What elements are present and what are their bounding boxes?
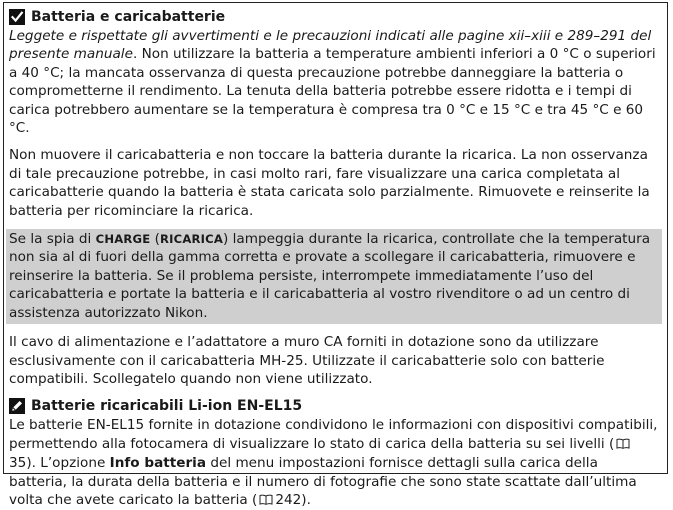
caution-para-2: Non muovere il caricabatteria e non toccare la batteria durante la ricarica. La non osservanza di tale precauzione potrebbe, in casi molto rari, fare visualizzare una carica completata al caricabatterie quando la batteria è stata caricata solo parzialmente. Rimuovete e reinserite la batteria per ricominciare la ricarica. xyxy=(9,147,650,219)
caution-para-4: Il cavo di alimentazione e l’adattatore a muro CA forniti in dotazione sono da utilizzare esclusivamente con il caricabatteria MH-25. Utilizzate il caricabatterie solo con batterie compatibili. Scollegatelo quando non viene utilizzato. xyxy=(9,334,605,387)
intro-dash-2: – xyxy=(593,28,601,44)
intro-rest: . Non utilizzare la batteria a temperature ambienti inferiori a 0 °C o superiori a 40 °C; la mancata osservanza di questa precauzione potrebbe danneggiare la batteria o comprometterne il rendimento. La tenuta della batteria potrebbe essere ridotta e i tempi di carica potrebbero aumentare se la temperatura è compresa tra 0 °C e 15 °C e tra 45 °C e 60 °C. xyxy=(9,46,656,137)
info-batteria-label: Info batteria xyxy=(109,455,207,472)
intro-italic-c: 291 del presente manuale xyxy=(9,28,652,63)
intro-italic-a: Leggete e rispettate gli avvertimenti e le precauzioni indicati alle pagine xii xyxy=(9,28,525,44)
note-header xyxy=(9,396,659,416)
caution-title: Batteria e caricabatterie xyxy=(31,8,226,25)
caution-para-3-highlighted xyxy=(6,229,662,324)
note-text-b: ). L’opzione xyxy=(26,455,110,472)
content xyxy=(9,7,659,510)
para3-open: ( xyxy=(150,231,160,248)
caution-intro xyxy=(9,27,659,137)
note-text-d: ). xyxy=(301,491,311,508)
caution-header xyxy=(9,7,659,27)
para3-post: ) lampeggia durante la ricarica, controllate che la temperatura non sia al di fuori della gamma corretta e provate a scollegare il caricabatteria, rimuovere e reinserire la batteria. Se il problema persiste, interrompete immediatamente l’uso del caricabatteria e portate la batteria e il caricabatteria al vostro rivenditore o ad un centro di assistenza autorizzato Nikon. xyxy=(9,231,651,321)
ricarica-label: RICARICA xyxy=(159,232,224,247)
caution-check-icon xyxy=(9,9,25,25)
note-para xyxy=(9,416,659,510)
charge-label: CHARGE xyxy=(95,232,151,247)
note-page-ref-2: 242 xyxy=(275,491,302,508)
intro-dash-1: – xyxy=(524,28,532,44)
book-icon xyxy=(259,492,273,510)
note-text-c: del menu impostazioni fornisce dettagli sulla carica della batteria, la durata della batteria e il numero di fotografie che sono state scattate dall’ultima volta che avete caricato la batteria ( xyxy=(9,455,637,508)
para3-pre: Se la spia di xyxy=(9,231,96,248)
note-pencil-icon xyxy=(9,398,25,414)
book-icon xyxy=(616,436,630,454)
intro-italic-b: xiii e 289 xyxy=(531,28,594,44)
note-text-a: Le batterie EN-EL15 fornite in dotazione condividono le informazioni con dispositivi compatibili, permettendo alla fotocamera di visualizzare lo stato di carica della batteria su sei livelli ( xyxy=(9,417,658,452)
note-page-ref-1: 35 xyxy=(9,455,27,472)
note-title: Batterie ricaricabili Li-ion EN-EL15 xyxy=(31,398,303,415)
